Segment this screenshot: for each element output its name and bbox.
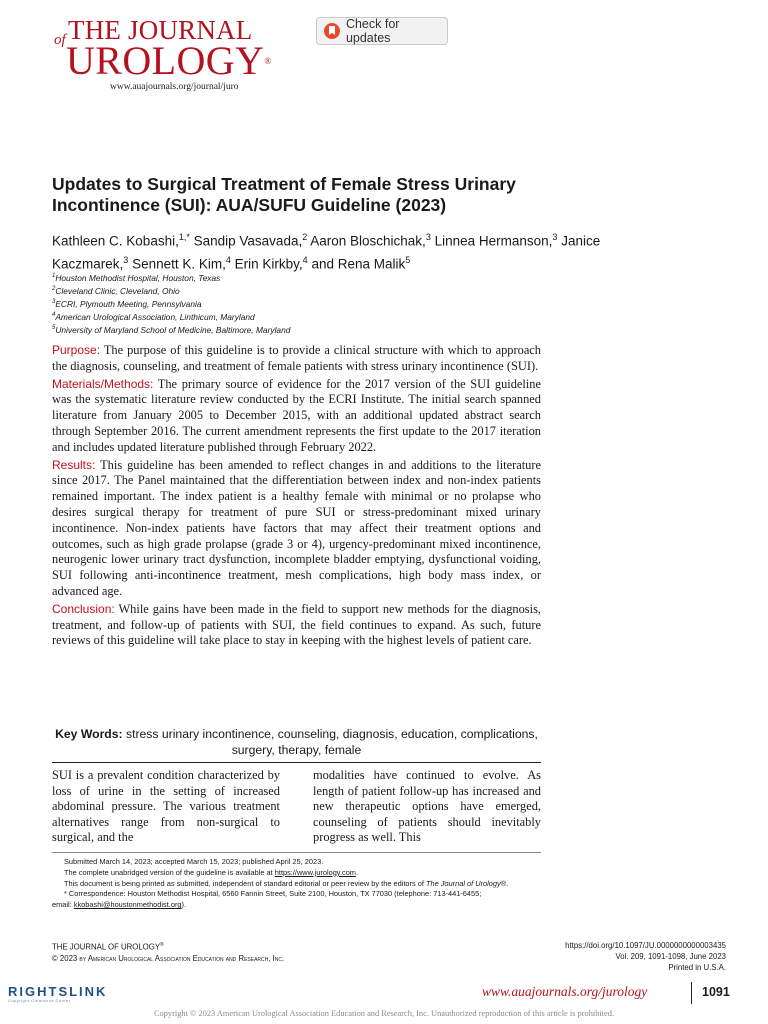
page-number-divider (691, 982, 692, 1004)
author-affiliation-marker: 4 (225, 254, 231, 265)
author-affiliation-marker: 3 (425, 232, 431, 242)
author-affiliation-marker: 2 (302, 232, 308, 242)
abstract-results (52, 458, 541, 600)
purpose-text: The purpose of this guideline is to provide a clinical structure with which to approach the diagnosis, counseling, and treatment of female patients with stress urinary incontinence (SUI). (52, 343, 542, 373)
keywords-text: stress urinary incontinence, counseling, diagnosis, education, complications, surgery, therapy, female (125, 727, 538, 757)
author-list (52, 228, 652, 273)
logo-line-2: UROLOGY® (66, 38, 272, 83)
author-name: Aaron Bloschichak, (310, 233, 426, 249)
rightslink-logo[interactable] (8, 984, 168, 1004)
doi-link[interactable]: https://doi.org/10.1097/JU.0000000000003435 (565, 941, 726, 950)
author-affiliation-marker: 3 (552, 232, 558, 242)
affiliation: $^2$Cleveland Clinic, Cleveland, Ohio (52, 285, 180, 296)
affiliation: $^5$University of Maryland School of Medicine, Baltimore, Maryland (52, 325, 291, 336)
affiliation-list (52, 271, 452, 336)
conclusion-text: While gains have been made in the field to support new methods for the diagnosis, treatment, and follow-up of patients with SUI, the field continues to expand. As such, future reviews of this guideline will take place to stay in keeping with the highest levels of patient care. (52, 601, 541, 648)
author-name: Sennett K. Kim, (132, 256, 226, 271)
abstract-conclusion (52, 602, 541, 649)
footer-left (52, 940, 284, 964)
email-link[interactable]: kkobashi@houstonmethodist.org (73, 900, 182, 910)
check-for-updates-button[interactable] (316, 17, 448, 45)
author-name: Sandip Vasavada, (193, 233, 303, 249)
author-affiliation-marker: 1,* (178, 232, 190, 242)
abstract-purpose (52, 343, 541, 375)
journal-url[interactable]: www.auajournals.org/journal/juro (110, 82, 239, 92)
author-affiliation-marker: 3 (123, 254, 129, 265)
check-for-updates-label: Check for updates (345, 17, 400, 45)
correspondence-email: email: kkobashi@houstonmethodist.org). (52, 900, 187, 910)
keywords (52, 727, 541, 758)
results-label: Results: (52, 457, 96, 472)
printed-in: Printed in U.S.A. (668, 963, 726, 972)
rightslink-subtitle: Copyright Clearance Center (8, 998, 71, 1003)
author-name: Erin Kirkby, (234, 256, 303, 271)
printing-note: This document is being printed as submitted, independent of standard editorial or peer review by the editors of The Journal of Urology®. (64, 878, 509, 888)
author-affiliation-marker: 4 (302, 254, 308, 265)
purpose-label: Purpose: (52, 343, 101, 357)
affiliation: $^3$ECRI, Plymouth Meeting, Pennsylvania (52, 298, 202, 309)
jurology-link[interactable]: https://www.jurology.com (274, 867, 356, 877)
article-title: Updates to Surgical Treatment of Female Stress Urinary Incontinence (SUI): AUA/SUFU Guideline (2023) (52, 174, 516, 215)
rightslink-wordmark: RIGHTSLINK (8, 984, 108, 999)
footer-journal-name: THE JOURNAL OF UROLOGY® (52, 942, 164, 952)
conclusion-label: Conclusion: (52, 601, 115, 616)
body-column-left: SUI is a prevalent condition characterized by loss of urine in the setting of increased abdominal pressure. The various treatment alternatives range from non-surgical to surgical, and the (52, 768, 280, 845)
bottom-copyright: Copyright © 2023 American Urological Association Education and Research, Inc. Unauthorized reproduction of this article is prohibited. (153, 1009, 615, 1018)
body-column-right: modalities have continued to evolve. As length of patient follow-up has increased and new therapeutic options have emerged, counseling of patients should inevitably progress as well. This (313, 768, 541, 845)
keywords-label: Key Words: (55, 727, 123, 741)
logo-of: of (54, 32, 66, 48)
results-text: This guideline has been amended to reflect changes in and additions to the literature since 2017. The Panel maintained that the differentiation between index and non-index patients remained important. The index patient is a healthy female with minimal or no prolapse who desires surgical therapy for treatment of pure SUI or stress-predominant mixed urinary incontinence. Non-index patients have factors that may affect their treatment options and outcomes, such as high grade prolapse (grade 3 or 4), urgency-predominant mixed incontinence, neurogenic lower urinary tract dysfunction, incomplete bladder emptying, dysfunctional voiding, SUI following anti-incontinence treatment, mesh complications, high body mass index, or advanced age. (52, 457, 542, 598)
unabridged-note: The complete unabridged version of the guideline is available at https://www.jurology.com. (64, 867, 359, 877)
author-name: and Rena Malik (311, 256, 406, 271)
affiliation: $^1$Houston Methodist Hospital, Houston, Texas (52, 272, 221, 283)
site-url-link[interactable]: www.auajournals.org/jurology (482, 984, 648, 999)
page-number: 1091 (702, 985, 730, 999)
abstract (52, 343, 541, 651)
keywords-divider (52, 762, 541, 763)
correspondence: * Correspondence: Houston Methodist Hospital, 6560 Fannin Street, Suite 2100, Houston, TX 77030 (telephone: 713-441-6455; (64, 889, 482, 899)
logo-line-1: THE JOURNAL (68, 15, 253, 45)
footer-copyright: © 2023 by American Urological Association Education and Research, Inc. (52, 953, 285, 963)
author-name: Linnea Hermanson, (434, 233, 553, 249)
footnotes (52, 857, 542, 911)
affiliation: $^4$American Urological Association, Linthicum, Maryland (52, 312, 255, 323)
footnote-divider (52, 852, 541, 853)
bookmark-icon (324, 23, 340, 39)
footer-right (565, 940, 726, 973)
volume-info: Vol. 209, 1091-1098, June 2023 (615, 952, 726, 961)
methods-text: The primary source of evidence for the 2017 version of the SUI guideline was the systematic literature review conducted by the ECRI Institute. The initial search spanned literature from January 2005 to December 2015, with an additional updated abstract search through September 2016. The current amendment represents the first update to the 2017 iteration and includes updated literature published through February 2022. (52, 376, 541, 454)
author-name: Kathleen C. Kobashi, (52, 233, 179, 249)
journal-logo (52, 14, 272, 94)
author-name: Janice Kaczmarek, (52, 233, 601, 271)
methods-label: Materials/Methods: (52, 376, 154, 391)
submission-dates: Submitted March 14, 2023; accepted March 15, 2023; published April 25, 2023. (64, 857, 324, 866)
abstract-methods (52, 377, 541, 456)
author-affiliation-marker: 5 (405, 254, 411, 265)
